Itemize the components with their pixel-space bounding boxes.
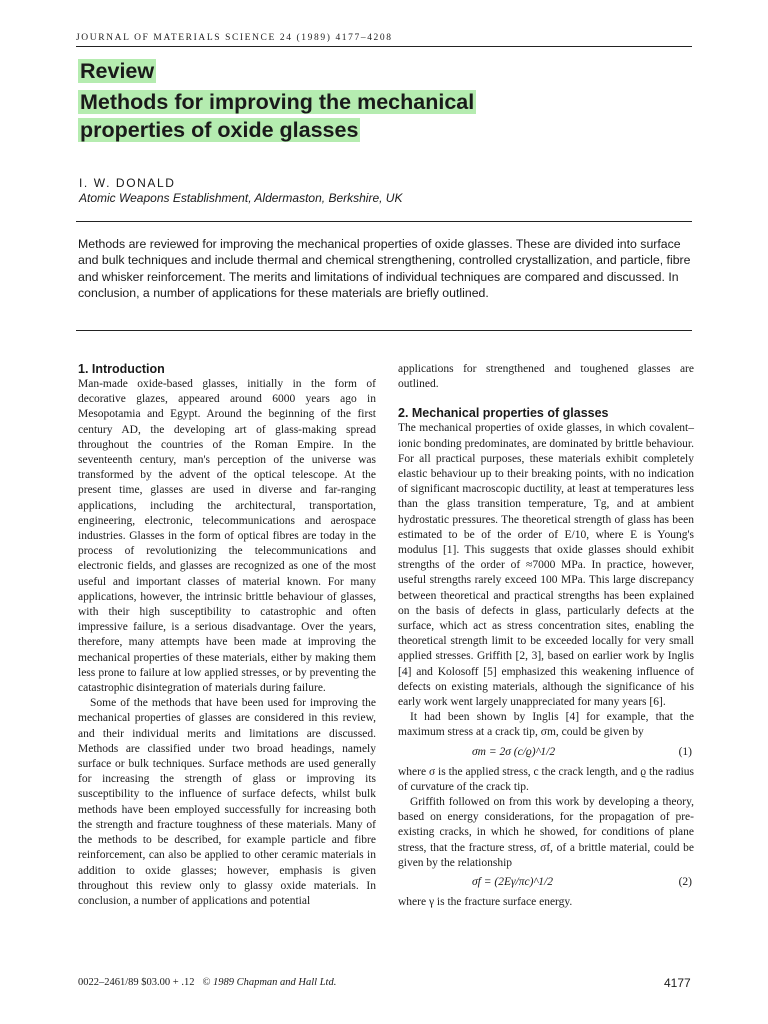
equation-2-expression: σf = (2Eγ/πc)^1/2: [472, 876, 553, 889]
section-2-paragraph-3: where σ is the applied stress, c the crack length, and ϱ the radius of curvature of the crack tip.: [398, 765, 694, 793]
section-1-continuation: applications for strengthened and toughened glasses are outlined.: [398, 363, 694, 391]
abstract-top-rule: [76, 221, 692, 222]
footer-code: [78, 977, 336, 988]
article-title: [78, 88, 638, 144]
section-1-paragraph-2: Some of the methods that have been used for improving the mechanical properties of glasses are considered in this review, and their individual merits and limitations are discussed. Methods are classified under two broad headings, namely surface or bulk techniques. Surface methods are used generally for increasing the strength of glass or improving its susceptibility to the influence of surface defects, whilst bulk methods have been employed successfully for increasing both the strength and fracture toughness of these materials. Many of the methods to be described, for example particle and fibre reinforcement, can also be applied to other ceramic materials in addition to oxide glasses; however, emphasis is given throughout this review only to glassy oxide materials. In conclusion, a number of applications and potential: [78, 697, 376, 907]
section-2-paragraph-2: It had been shown by Inglis [4] for example, that the maximum stress at a crack tip, σm, could be given by: [398, 711, 694, 739]
page-number: 4177: [664, 976, 691, 990]
right-column: [398, 362, 694, 910]
section-2-heading: 2. Mechanical properties of glasses: [398, 406, 609, 421]
header-rule: [76, 46, 692, 47]
journal-header: JOURNAL OF MATERIALS SCIENCE 24 (1989) 4177–4208: [76, 33, 393, 43]
section-2-paragraph-5: where γ is the fracture surface energy.: [398, 896, 573, 909]
equation-1: [398, 741, 694, 765]
left-column: [78, 362, 376, 909]
issn-price: 0022–2461/89 $03.00 + .12: [78, 977, 195, 988]
section-2-paragraph-1: The mechanical properties of oxide glasses, in which covalent–ionic bonding predominates, are dominated by brittle behaviour. For all practical purposes, these materials exhibit completely elastic behaviour up to their breaking points, with no indication of significant macroscopic ductility, at least at temperatures less than the glass transition temperature, Tg, and at ambient hydrostatic pressures. The theoretical strength of glass has been estimated to be of the order of E/10, where E is Young's modulus [1]. This suggests that oxide glasses should exhibit strengths of the order of ≈7000 MPa. In practice, however, useful strengths rarely exceed 100 MPa. This large discrepancy between theoretical and practical strengths has been explained on the basis of defects in glass, particularly defects at the surface, which act as stress concentration sites, enabling the theoretical strength limit to be exceeded locally for very small applied stresses. Griffith [2, 3], based on earlier work by Inglis [4] and Kolosoff [5] emphasized this weakening influence of defects on existing materials, although the significance of his early work went largely unappreciated for many years [6].: [398, 422, 694, 709]
copyright: © 1989 Chapman and Hall Ltd.: [202, 977, 337, 988]
abstract-bottom-rule: [76, 330, 692, 331]
section-2-paragraph-4: Griffith followed on from this work by developing a theory, based on energy considerations, for the propagation of pre-existing cracks, in which he showed, for conditions of plane stress, that the fracture stress, σf, of a brittle material, could be given by the relationship: [398, 796, 694, 869]
section-1-heading: 1. Introduction: [78, 362, 165, 376]
title-line-2: properties of oxide glasses: [80, 118, 359, 142]
title-line-1: Methods for improving the mechanical: [80, 90, 475, 114]
author: I. W. DONALD: [79, 176, 176, 190]
equation-2-number: (2): [678, 876, 692, 889]
abstract: Methods are reviewed for improving the mechanical properties of oxide glasses. These are divided into surface and bulk techniques and include thermal and chemical strengthening, controlled crystallization, and particle, fibre and whisker reinforcement. The merits and limitations of individual techniques are compared and discussed. In conclusion, a number of applications for these materials are briefly outlined.: [78, 237, 691, 301]
section-1-paragraph-1: Man-made oxide-based glasses, initially in the form of decorative glazes, appeared around 6000 years ago in Mesopotamia and Egypt. Around the beginning of the first century AD, the developing art of glass-making spread throughout the countries of the Roman Empire. In the seventeenth century, man's perception of the universe was transformed by the advent of the optical telescope. At the present time, glasses are used in diverse and far-ranging applications, including the architectural, transportation, engineering, electronic, telecommunications and aerospace industries. Glasses in the form of optical fibres are today in the process of revolutionizing the telecommunications and electronic fields, and glasses are recognized as one of the most useful and important classes of material known. For many applications, however, the intrinsic brittle behaviour of glasses, with their high susceptibility to catastrophic and often impressive failure, is a serious disadvantage. Over the years, therefore, many attempts have been made at improving the mechanical properties of these materials, either by making them less prone to failure at low applied stresses, or by preventing the catastrophic disintegration of materials during failure.: [78, 378, 376, 695]
equation-2: [398, 871, 694, 895]
article-kind: Review: [80, 59, 155, 83]
equation-1-expression: σm = 2σ (c/ϱ)^1/2: [472, 746, 556, 759]
affiliation: Atomic Weapons Establishment, Aldermaston, Berkshire, UK: [79, 191, 403, 205]
equation-1-number: (1): [678, 746, 692, 759]
